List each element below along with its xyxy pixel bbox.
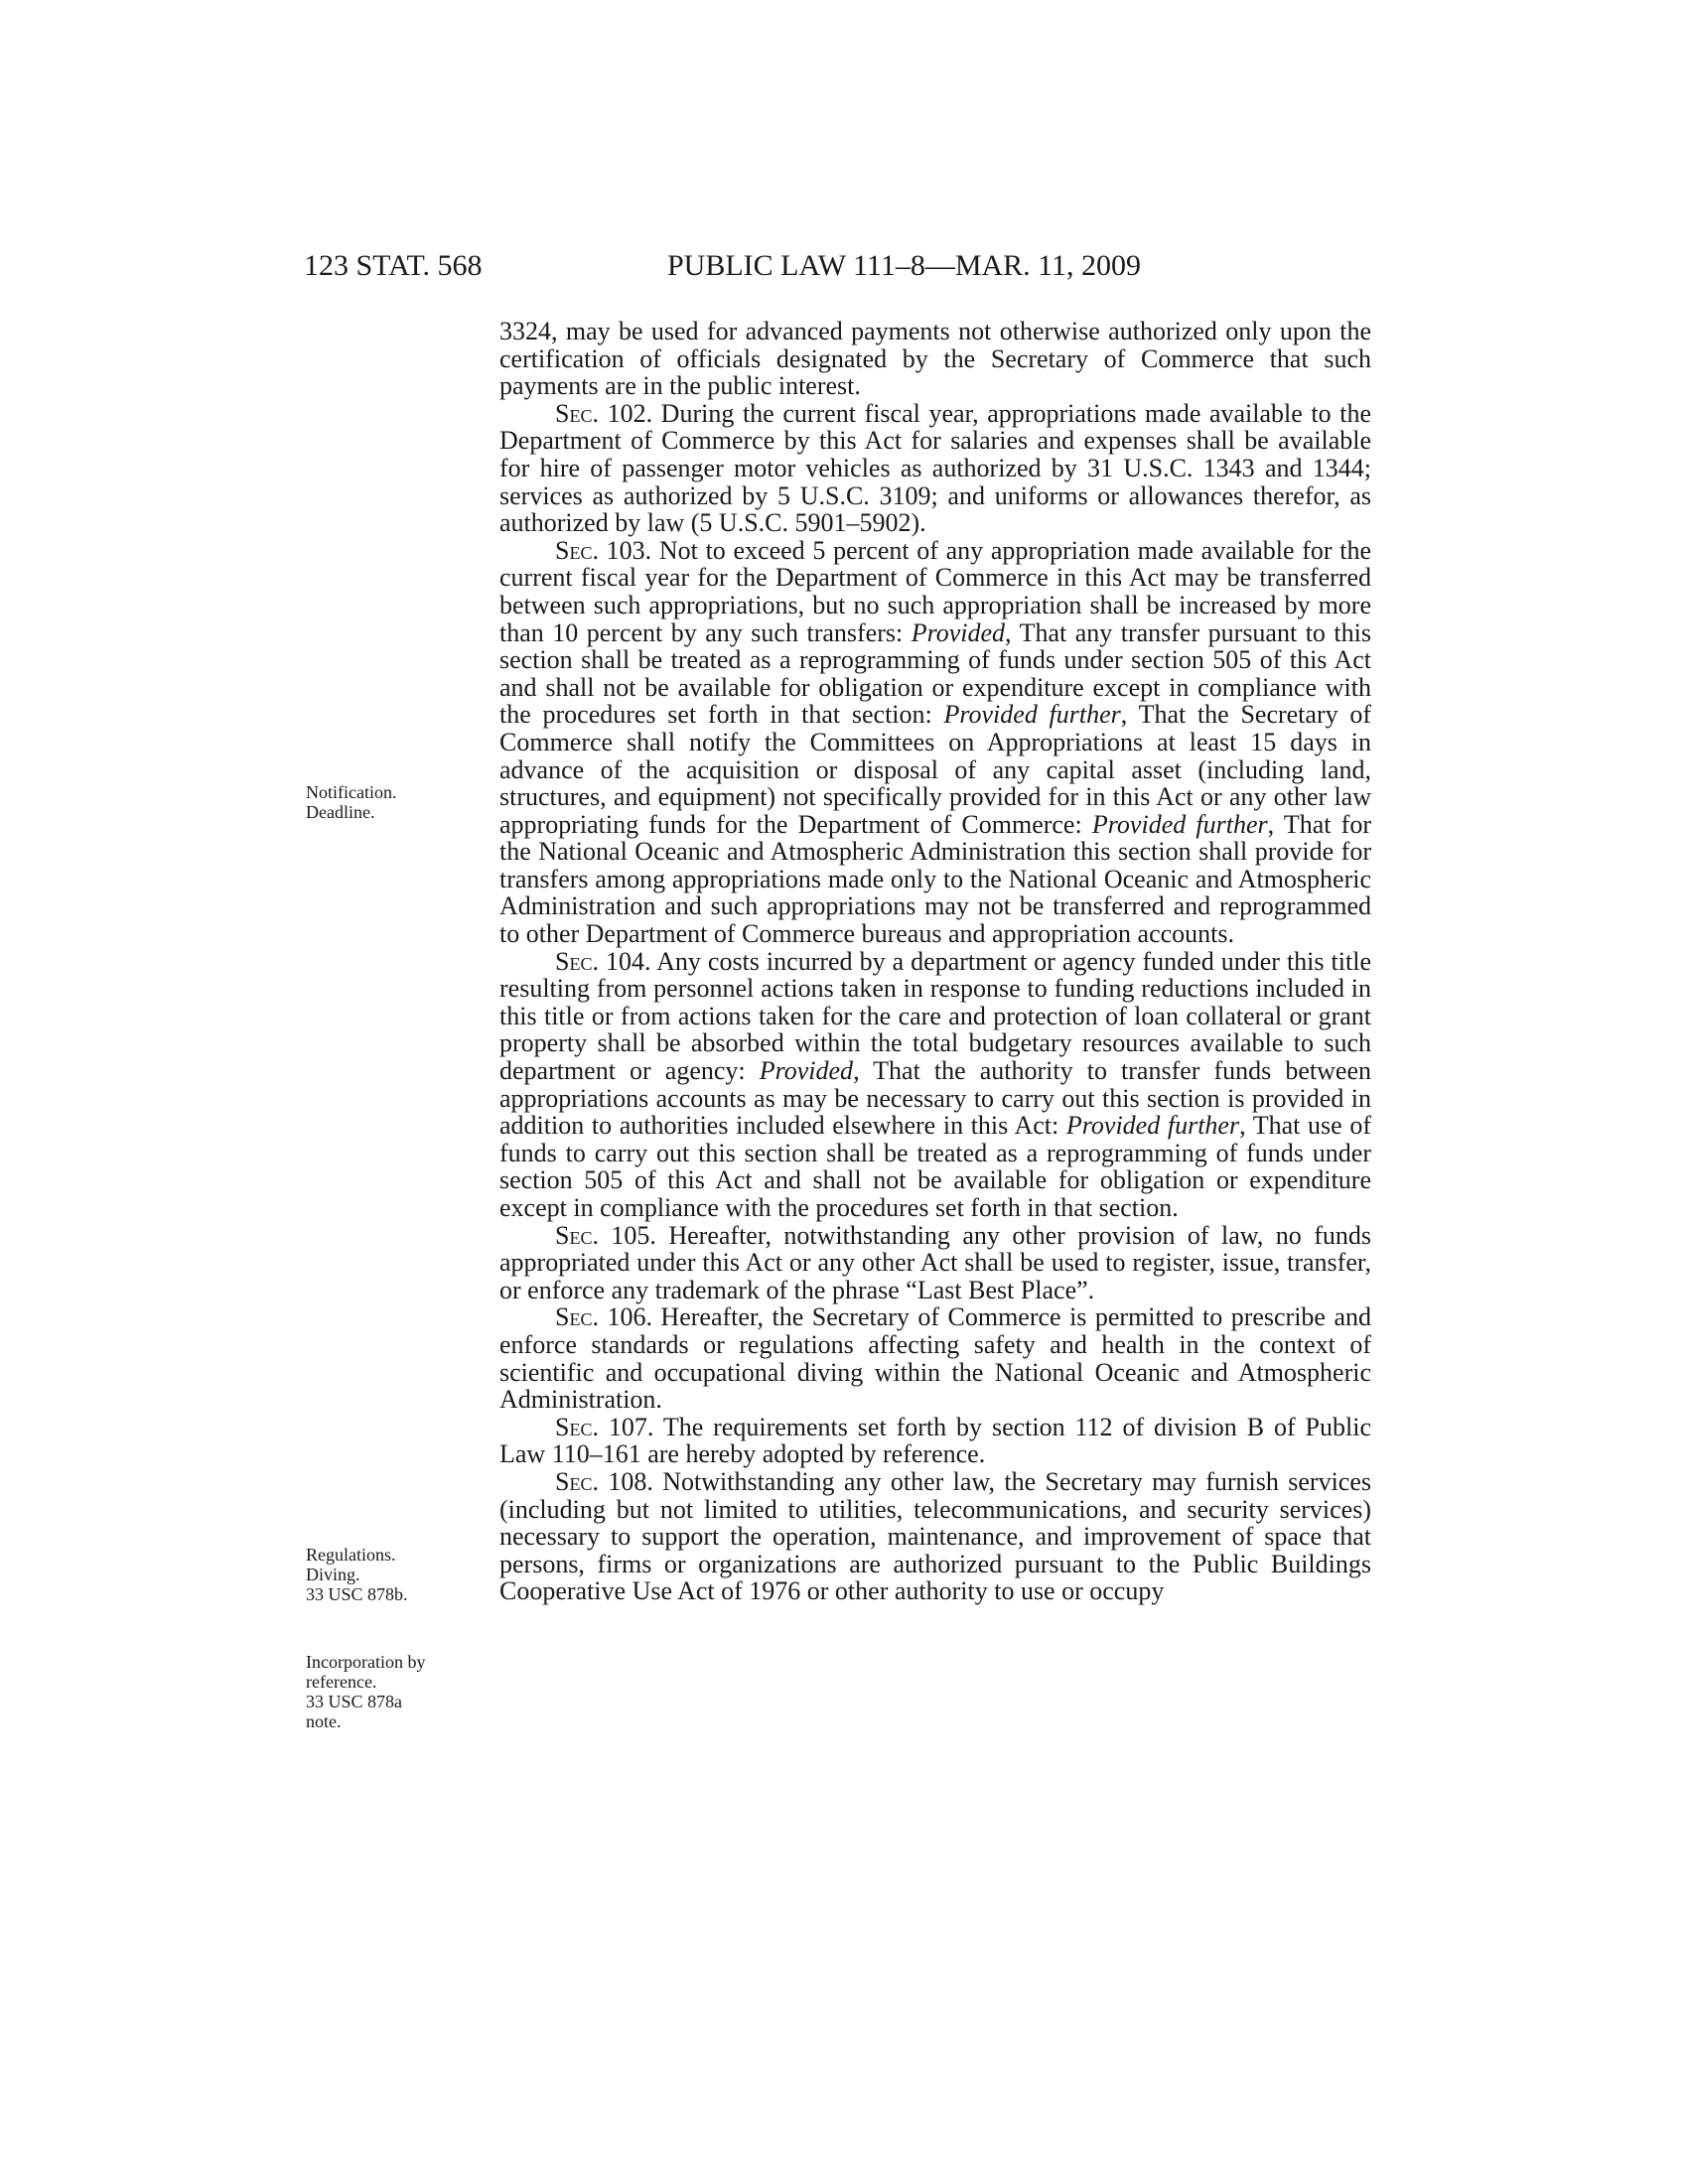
paragraph-text: 3324, may be used for advanced payments not otherwise authorized only upon the certification of officials designated by the Secretary of Commerce that such payments are in the public interest.	[499, 317, 1371, 401]
section-text: 104. Any costs incurred by a department or agency funded under this title resulting from personnel actions taken in response to funding reductions included in this title or from actions taken for the care and protection of loan collateral or grant property shall be absorbed within the total budgetary resources available to such department or agency:	[499, 946, 1371, 1086]
statute-body	[499, 318, 1371, 1605]
section-text: 103. Not to exceed 5 percent of any appropriation made available for the current fiscal year for the Department of Commerce in this Act may be transferred between such appropriations, but no such appropriation shall be increased by more than 10 percent by any such transfers:	[499, 535, 1371, 647]
section-text: 106. Hereafter, the Secretary of Commerce is permitted to prescribe and enforce standards or regulations affecting safety and health in the context of scientific and occupational diving within the National Oceanic and Atmospheric Administration.	[499, 1302, 1371, 1415]
section-label: Sec.	[555, 1220, 599, 1250]
law-title: PUBLIC LAW 111–8—MAR. 11, 2009	[667, 249, 1142, 282]
margin-note-notification	[306, 782, 475, 822]
running-header	[304, 246, 1374, 286]
section-text: 108. Notwithstanding any other law, the Secretary may furnish services (including but not limited to utilities, telecommunications, and security services) necessary to support the operation, maintenance, and improvement of space that persons, firms or organizations are authorized pursuant to the Public Buildings Cooperative Use Act of 1976 or other authority to use or occupy	[499, 1466, 1371, 1606]
section-106	[499, 1303, 1371, 1413]
margin-note-line: reference.	[306, 1672, 377, 1692]
section-102	[499, 400, 1371, 537]
section-label: Sec.	[555, 398, 599, 428]
paragraph-continuation	[499, 318, 1371, 400]
section-103	[499, 537, 1371, 948]
section-108	[499, 1468, 1371, 1605]
section-text: 107. The requirements set forth by section 112 of division B of Public Law 110–161 are hereby adopted by reference.	[499, 1412, 1371, 1469]
section-107	[499, 1414, 1371, 1468]
section-text: , That the Secretary of Commerce shall notify the Committees on Appropriations at least 15 days in advance of the acquisition or disposal of any capital asset (including land, structures, and equipment) not specifically provided for in this Act or any other law appropriating funds for the Department of Commerce:	[499, 700, 1372, 839]
section-text: , That use of funds to carry out this section shall be treated as a reprogramming of funds under section 505 of this Act and shall not be available for obligation or expenditure except in compliance with the procedures set forth in that section.	[499, 1111, 1371, 1222]
margin-note-line: note.	[306, 1711, 342, 1731]
margin-note-line: Notification.	[306, 782, 397, 802]
margin-note-line: Incorporation by	[306, 1652, 426, 1672]
proviso-italic: Provided further	[1091, 809, 1268, 839]
margin-note-line: 33 USC 878a	[306, 1692, 403, 1711]
proviso-italic: Provided further	[1065, 1111, 1240, 1141]
margin-note-line: Deadline.	[306, 802, 375, 822]
section-text: 102. During the current fiscal year, appropriations made available to the Department of Commerce by this Act for salaries and expenses shall be available for hire of passenger motor vehicles as authorized by 31 U.S.C. 1343 and 1344; services as authorized by 5 U.S.C. 3109; and uniforms or allowances therefor, as authorized by law (5 U.S.C. 5901–5902).	[499, 398, 1371, 538]
section-104	[499, 948, 1371, 1222]
section-105	[499, 1222, 1371, 1304]
section-text: , That the authority to transfer funds between appropriations accounts as may be necessary to carry out this section is provided in addition to authorities included elsewhere in this Act:	[499, 1056, 1372, 1141]
proviso-italic: Provided	[759, 1056, 854, 1086]
section-text: , That any transfer pursuant to this section shall be treated as a reprogramming of funds under section 505 of this Act and shall not be available for obligation or expenditure except in compliance with the procedures set forth in that section:	[499, 617, 1371, 730]
margin-note-line: 33 USC 878b.	[306, 1584, 408, 1604]
page-reference: 123 STAT. 568	[304, 249, 483, 282]
margin-note-line: Diving.	[306, 1565, 360, 1584]
section-text: , That for the National Oceanic and Atmospheric Administration this section shall provide for transfers among appropriations made only to the National Oceanic and Atmospheric Administration and such appropriations may not be transferred and reprogrammed to other Department of Commerce bureaus and appropriation accounts.	[499, 809, 1371, 949]
section-label: Sec.	[555, 946, 599, 976]
proviso-italic: Provided	[911, 617, 1006, 647]
section-text: 105. Hereafter, notwithstanding any other provision of law, no funds appropriated under this Act or any other Act shall be used to register, issue, transfer, or enforce any trademark of the phrase “Last Best Place”.	[499, 1220, 1371, 1304]
section-label: Sec.	[555, 1302, 599, 1332]
margin-note-line: Regulations.	[306, 1545, 396, 1565]
section-label: Sec.	[555, 535, 599, 565]
margin-note-incorporation	[306, 1652, 475, 1731]
section-label: Sec.	[555, 1412, 599, 1441]
proviso-italic: Provided further	[943, 700, 1121, 730]
section-label: Sec.	[555, 1466, 599, 1496]
margin-note-regulations	[306, 1545, 475, 1604]
